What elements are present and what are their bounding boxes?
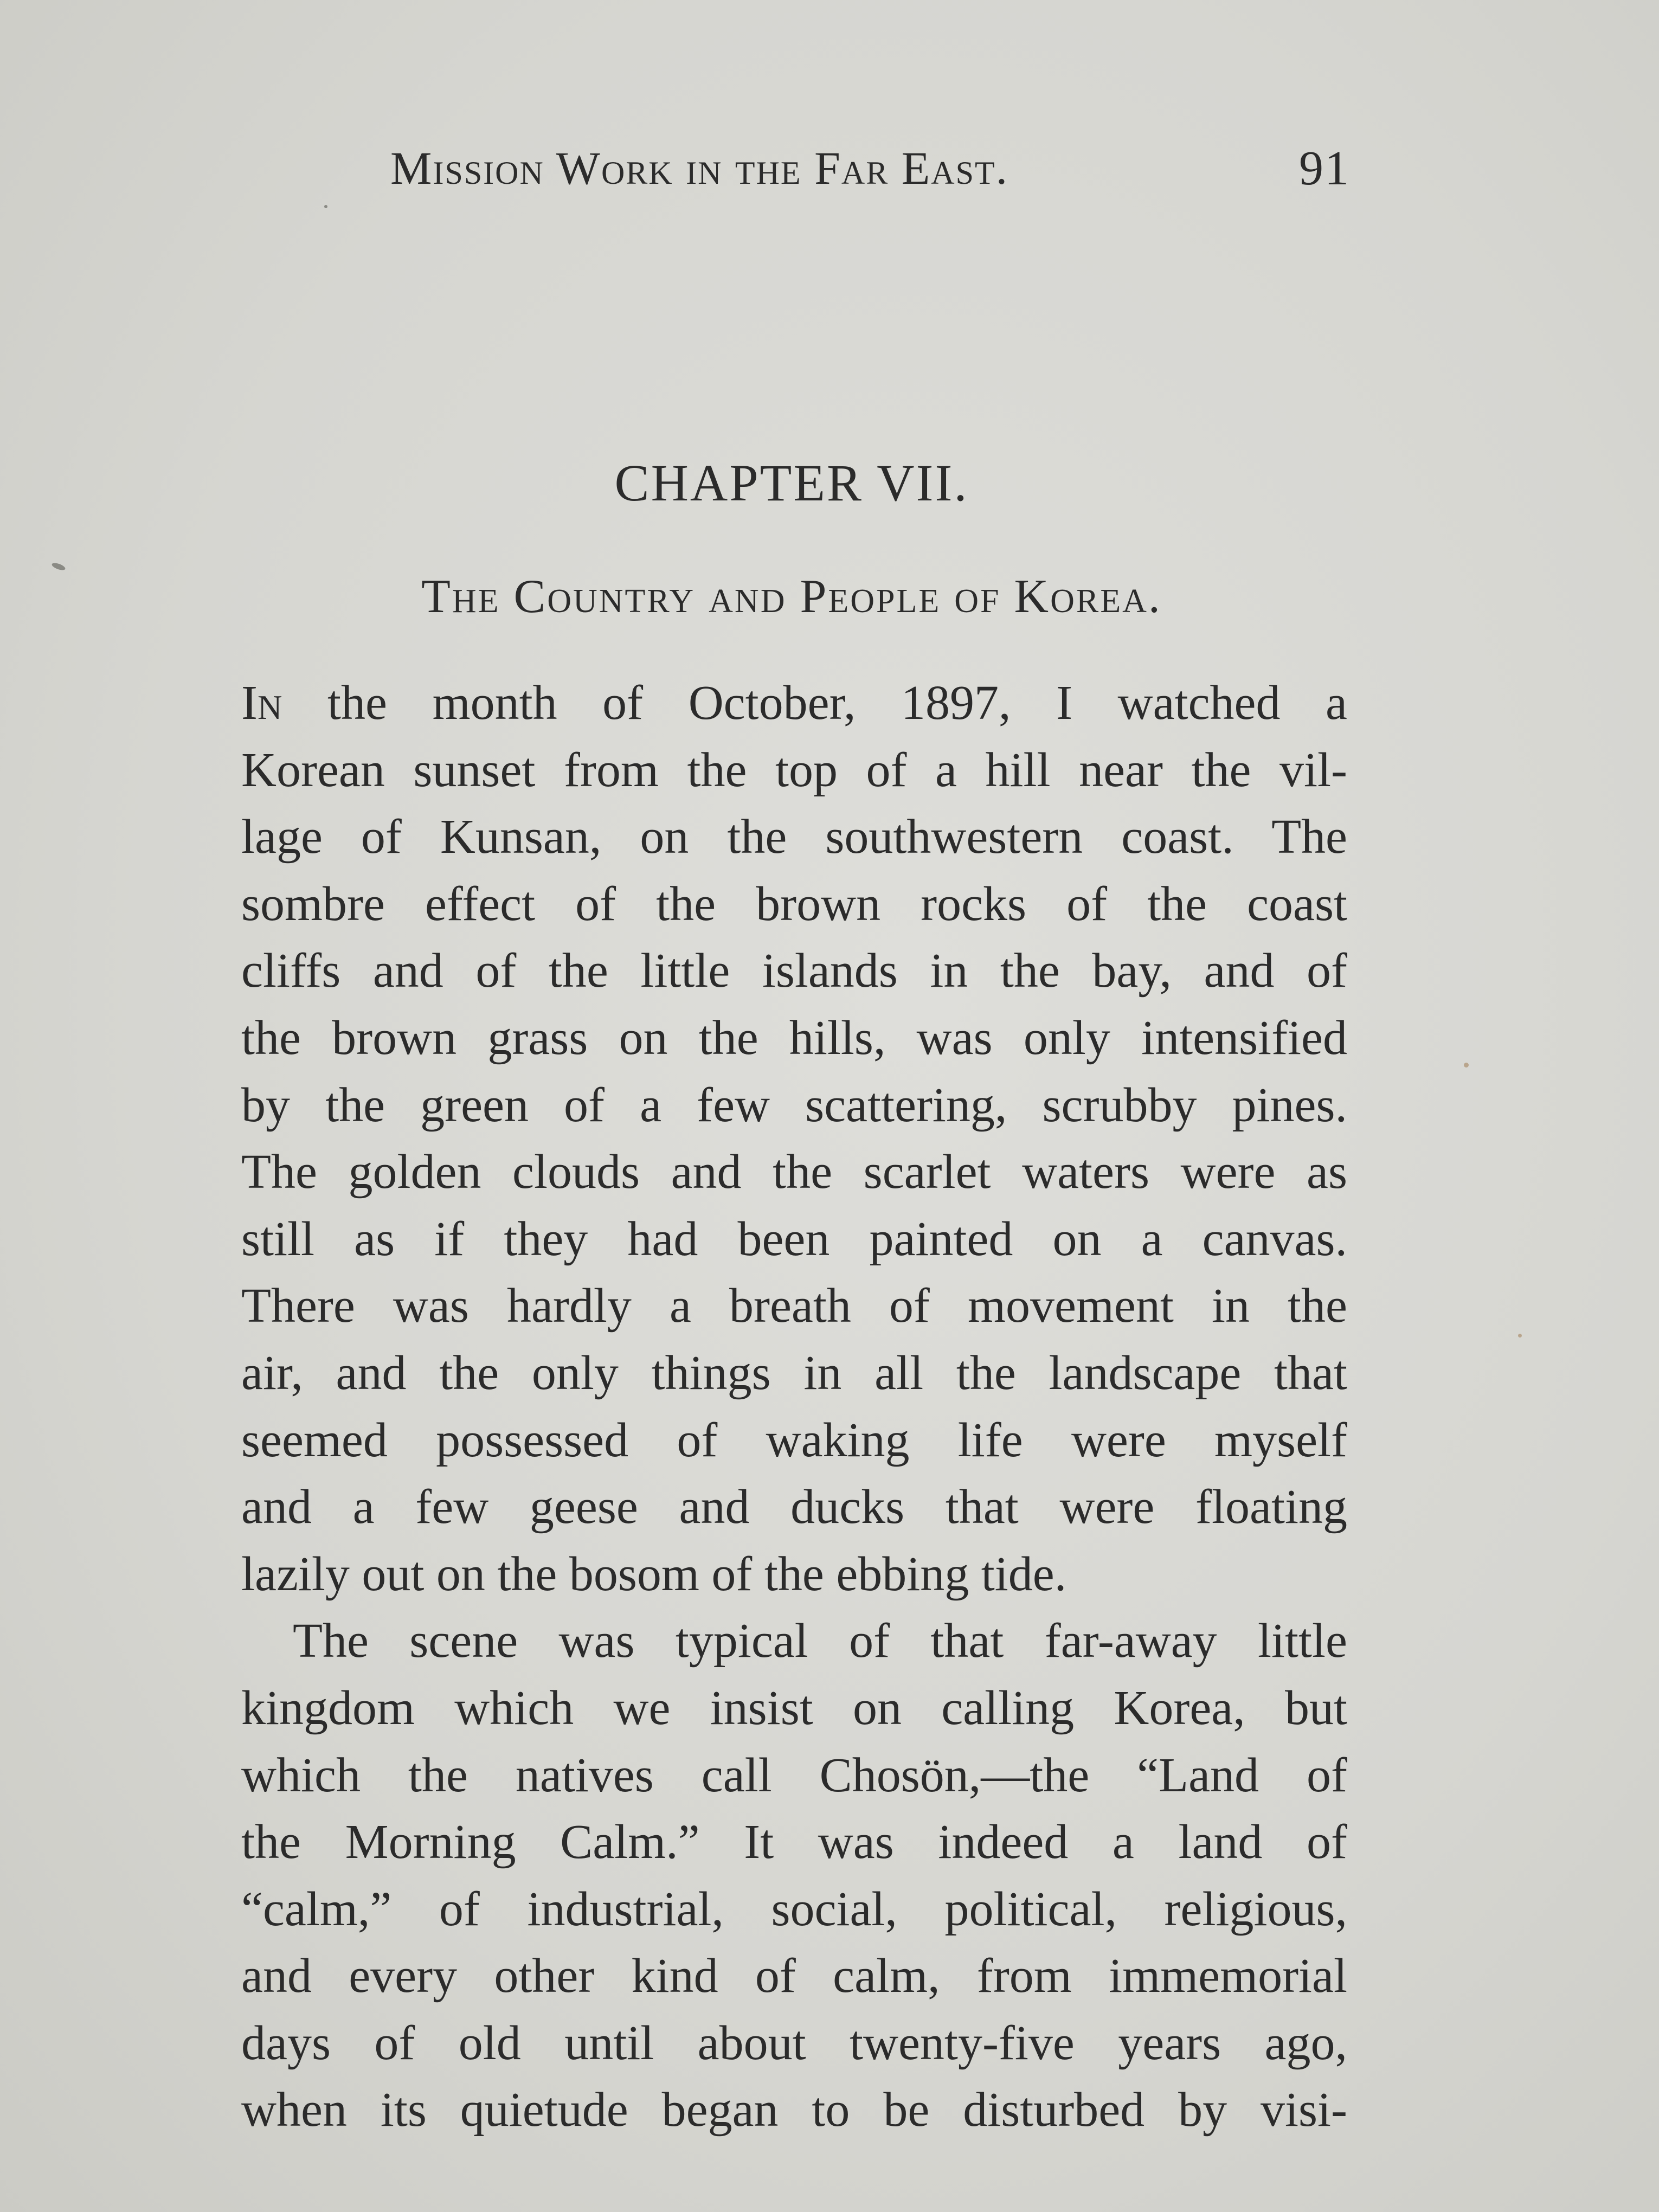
paragraph-1-line: air, and the only things in all the landscape that (241, 1346, 1347, 1400)
paragraph-2-line: the Morning Calm.” It was indeed a land of (241, 1815, 1347, 1869)
paragraph-2-line: “calm,” of industrial, social, political, religious, (241, 1882, 1347, 1936)
body-text (241, 670, 1347, 2144)
paragraph-2-line: which the natives call Chosön,—the “Land of (241, 1748, 1347, 1802)
paragraph-2-line: days of old until about twenty-five years ago, (241, 2016, 1347, 2070)
running-head-title: Mission Work in the Far East. (390, 142, 1009, 194)
running-head (390, 138, 1350, 198)
paragraph-1-line: cliffs and of the little islands in the bay, and of (241, 944, 1347, 998)
paragraph-1-line: lage of Kunsan, on the southwestern coast. The (241, 810, 1347, 864)
paragraph-1-line: and a few geese and ducks that were floating (241, 1480, 1347, 1534)
paragraph-2-line: when its quietude began to be disturbed by visi- (241, 2083, 1347, 2137)
paragraph-1-line: sombre effect of the brown rocks of the coast (241, 877, 1347, 931)
paragraph-1-line: the brown grass on the hills, was only intensified (241, 1011, 1347, 1065)
paragraph-1-line: by the green of a few scattering, scrubby pines. (241, 1078, 1347, 1132)
paragraph-2-line: The scene was typical of that far-away little (293, 1614, 1347, 1668)
chapter-subtitle: The Country and People of Korea. (421, 570, 1162, 623)
paragraph-1-line: In the month of October, 1897, I watched a (241, 676, 1347, 730)
paragraph-1-line: seemed possessed of waking life were myself (241, 1413, 1347, 1467)
paragraph-1-drop-word: In (241, 676, 282, 730)
paragraph-2-line: and every other kind of calm, from immemorial (241, 1949, 1347, 2003)
page-number: 91 (1299, 141, 1350, 195)
paragraph-2-line: kingdom which we insist on calling Korea, but (241, 1681, 1347, 1735)
chapter-title: CHAPTER VII. (614, 454, 969, 512)
paragraph-1-line: lazily out on the bosom of the ebbing tide. (241, 1547, 1067, 1601)
paragraph-1-line: The golden clouds and the scarlet waters were as (241, 1145, 1347, 1199)
paper-speck (324, 205, 327, 208)
paper-speck (1518, 1334, 1522, 1338)
paragraph-1-line: still as if they had been painted on a canvas. (241, 1212, 1347, 1266)
paragraph-1-line: There was hardly a breath of movement in the (241, 1279, 1347, 1333)
paper-speck (1464, 1063, 1469, 1068)
paragraph-1-line: Korean sunset from the top of a hill near the vil- (241, 743, 1347, 797)
